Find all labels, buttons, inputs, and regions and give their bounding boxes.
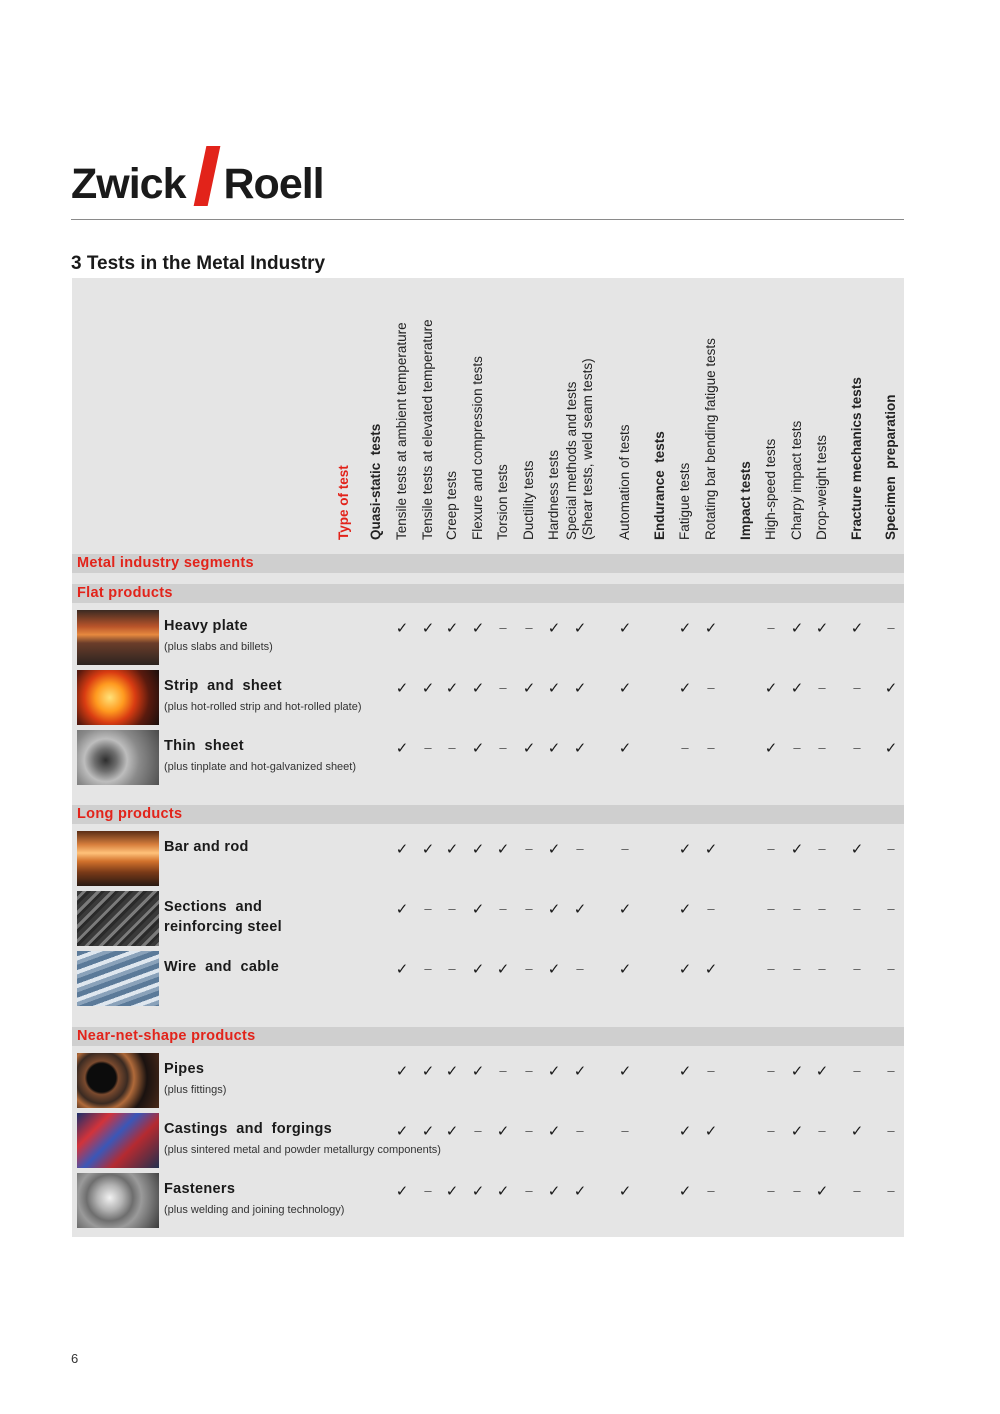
check-mark: ✓ [471,841,485,858]
check-mark: ✓ [764,740,778,757]
check-mark: ✓ [850,841,864,858]
check-mark: ✓ [471,620,485,637]
dash-mark: – [499,1063,507,1078]
column-header-label: Ductility tests [521,460,536,540]
check-mark: ✓ [421,620,435,637]
check-mark: ✓ [445,620,459,637]
check-mark: ✓ [704,961,718,978]
column-header-label: Drop-weight tests [814,434,829,540]
dash-mark: – [853,1183,861,1198]
segment-name: Bar and rod [164,839,249,855]
check-mark: ✓ [704,1123,718,1140]
check-mark: ✓ [395,620,409,637]
check-mark: ✓ [445,1123,459,1140]
check-mark: ✓ [395,740,409,757]
bar-rod-photo [77,831,159,886]
dash-mark: – [424,901,432,916]
column-header-label: Fatigue tests [677,462,692,540]
segment-note: (plus slabs and billets) [164,641,273,653]
check-mark: ✓ [395,901,409,918]
check-mark: ✓ [496,1183,510,1200]
dash-mark: – [707,901,715,916]
check-mark: ✓ [445,841,459,858]
check-mark: ✓ [471,740,485,757]
check-mark: ✓ [884,740,898,757]
dash-mark: – [424,1183,432,1198]
dash-mark: – [448,961,456,976]
group-heading-label: Near-net-shape products [77,1028,256,1044]
dash-mark: – [818,841,826,856]
dash-mark: – [525,961,533,976]
dash-mark: – [621,1123,629,1138]
dash-mark: – [767,620,775,635]
dash-mark: – [887,1123,895,1138]
check-mark: ✓ [547,1063,561,1080]
dash-mark: – [818,740,826,755]
check-mark: ✓ [704,841,718,858]
segment-note: (plus welding and joining technology) [164,1204,345,1216]
column-header-label: High-speed tests [763,438,778,540]
segment-row [72,891,904,947]
column-header-label: Specimen preparation [883,394,898,540]
dash-mark: – [707,740,715,755]
column-header-label: Charpy impact tests [789,420,804,540]
segment-row [72,610,904,666]
dash-mark: – [525,620,533,635]
segment-note: (plus hot-rolled strip and hot-rolled plate) [164,701,362,713]
check-mark: ✓ [678,1063,692,1080]
check-mark: ✓ [573,1063,587,1080]
segment-row [72,1173,904,1229]
dash-mark: – [499,680,507,695]
wire-cable-photo [77,951,159,1006]
check-mark: ✓ [790,1063,804,1080]
check-mark: ✓ [395,1123,409,1140]
group-heading [72,1027,904,1046]
check-mark: ✓ [395,1063,409,1080]
check-mark: ✓ [547,740,561,757]
column-header-label: Endurance tests [652,431,667,540]
column-header-label: Creep tests [444,470,459,540]
dash-mark: – [818,680,826,695]
dash-mark: – [474,1123,482,1138]
check-mark: ✓ [471,901,485,918]
column-header-label: Quasi-static tests [368,423,383,540]
check-mark: ✓ [815,620,829,637]
segment-row [72,951,904,1007]
check-mark: ✓ [618,961,632,978]
dash-mark: – [818,901,826,916]
thin-sheet-coil-photo [77,730,159,785]
segment-row [72,831,904,887]
check-mark: ✓ [547,1123,561,1140]
page-title: 3 Tests in the Metal Industry [71,253,326,274]
heavy-plate-photo [77,610,159,665]
segment-row [72,730,904,786]
segment-name: Thin sheet [164,738,244,754]
check-mark: ✓ [815,1183,829,1200]
check-mark: ✓ [678,1123,692,1140]
check-mark: ✓ [445,1183,459,1200]
logo-slash-mark [193,146,220,206]
check-mark: ✓ [573,680,587,697]
dash-mark: – [887,961,895,976]
dash-mark: – [424,740,432,755]
logo-word-right: Roell [223,160,324,208]
column-header-label: Flexure and compression tests [470,356,485,540]
page-number: 6 [71,1351,79,1366]
segments-heading-label: Metal industry segments [77,555,254,571]
check-mark: ✓ [395,961,409,978]
dash-mark: – [767,1123,775,1138]
group-heading-label: Long products [77,806,183,822]
column-header-label: Tensile tests at ambient temperature [394,322,409,540]
check-mark: ✓ [678,1183,692,1200]
check-mark: ✓ [678,841,692,858]
check-mark: ✓ [471,680,485,697]
dash-mark: – [887,1183,895,1198]
check-mark: ✓ [445,1063,459,1080]
dash-mark: – [887,620,895,635]
check-mark: ✓ [884,680,898,697]
dash-mark: – [853,1063,861,1078]
check-mark: ✓ [421,1123,435,1140]
check-mark: ✓ [618,620,632,637]
check-mark: ✓ [471,961,485,978]
dash-mark: – [621,841,629,856]
dash-mark: – [793,961,801,976]
dash-mark: – [767,901,775,916]
check-mark: ✓ [421,841,435,858]
column-header-label: Special methods and tests (Shear tests, weld seam tests) [564,358,595,540]
pipes-photo [77,1053,159,1108]
dash-mark: – [818,1123,826,1138]
check-mark: ✓ [573,740,587,757]
dash-mark: – [853,740,861,755]
dash-mark: – [681,740,689,755]
check-mark: ✓ [421,1063,435,1080]
check-mark: ✓ [790,841,804,858]
segment-name: Sections and reinforcing steel [164,899,282,935]
segment-row [72,670,904,726]
segment-name: Castings and forgings [164,1121,333,1137]
group-heading [72,584,904,603]
check-mark: ✓ [618,1183,632,1200]
column-header-label: Rotating bar bending fatigue tests [703,338,718,540]
check-mark: ✓ [547,680,561,697]
castings-photo [77,1113,159,1168]
check-mark: ✓ [395,1183,409,1200]
dash-mark: – [576,841,584,856]
check-mark: ✓ [573,1183,587,1200]
column-header-label: Hardness tests [546,449,561,540]
dash-mark: – [707,680,715,695]
dash-mark: – [576,961,584,976]
check-mark: ✓ [618,901,632,918]
check-mark: ✓ [790,620,804,637]
dash-mark: – [767,841,775,856]
check-mark: ✓ [522,740,536,757]
group-heading [72,805,904,824]
dash-mark: – [793,901,801,916]
check-mark: ✓ [678,961,692,978]
reinforcing-steel-photo [77,891,159,946]
dash-mark: – [525,841,533,856]
dash-mark: – [499,901,507,916]
column-header-label: Type of test [336,465,351,540]
dash-mark: – [853,961,861,976]
dash-mark: – [887,1063,895,1078]
dash-mark: – [707,1063,715,1078]
check-mark: ✓ [850,1123,864,1140]
dash-mark: – [424,961,432,976]
dash-mark: – [887,901,895,916]
check-mark: ✓ [547,620,561,637]
dash-mark: – [767,961,775,976]
dash-mark: – [887,841,895,856]
segment-name: Fasteners [164,1181,236,1197]
dash-mark: – [767,1183,775,1198]
group-heading-label: Flat products [77,585,173,601]
segment-name: Strip and sheet [164,678,282,694]
check-mark: ✓ [573,620,587,637]
check-mark: ✓ [547,961,561,978]
check-mark: ✓ [471,1063,485,1080]
check-mark: ✓ [496,961,510,978]
strip-coil-photo [77,670,159,725]
check-mark: ✓ [790,680,804,697]
check-mark: ✓ [496,841,510,858]
segment-note: (plus fittings) [164,1084,227,1096]
column-header-label: Impact tests [738,461,753,540]
check-mark: ✓ [618,680,632,697]
fasteners-photo [77,1173,159,1228]
dash-mark: – [793,740,801,755]
header-divider [71,219,904,220]
check-mark: ✓ [471,1183,485,1200]
check-mark: ✓ [618,740,632,757]
check-mark: ✓ [421,680,435,697]
check-mark: ✓ [790,1123,804,1140]
check-mark: ✓ [547,841,561,858]
check-mark: ✓ [815,1063,829,1080]
check-mark: ✓ [573,901,587,918]
check-mark: ✓ [445,680,459,697]
dash-mark: – [499,740,507,755]
dash-mark: – [499,620,507,635]
column-header-label: Automation of tests [617,424,632,540]
dash-mark: – [818,961,826,976]
segment-note: (plus sintered metal and powder metallurgy components) [164,1144,441,1156]
segment-note: (plus tinplate and hot-galvanized sheet) [164,761,357,773]
check-mark: ✓ [678,680,692,697]
dash-mark: – [525,901,533,916]
check-mark: ✓ [678,901,692,918]
dash-mark: – [448,740,456,755]
segment-name: Heavy plate [164,618,248,634]
dash-mark: – [767,1063,775,1078]
check-mark: ✓ [704,620,718,637]
segment-name: Pipes [164,1061,205,1077]
dash-mark: – [525,1063,533,1078]
check-mark: ✓ [850,620,864,637]
check-mark: ✓ [547,1183,561,1200]
dash-mark: – [448,901,456,916]
check-mark: ✓ [678,620,692,637]
column-header-label: Torsion tests [495,464,510,540]
check-mark: ✓ [496,1123,510,1140]
check-mark: ✓ [522,680,536,697]
column-header-label: Tensile tests at elevated temperature [420,319,435,540]
segment-name: Wire and cable [164,959,280,975]
check-mark: ✓ [395,680,409,697]
segments-heading [72,554,904,573]
check-mark: ✓ [547,901,561,918]
dash-mark: – [525,1123,533,1138]
dash-mark: – [525,1183,533,1198]
check-mark: ✓ [618,1063,632,1080]
check-mark: ✓ [395,841,409,858]
dash-mark: – [853,901,861,916]
zwickroell-logo [71,140,324,206]
dash-mark: – [853,680,861,695]
dash-mark: – [576,1123,584,1138]
dash-mark: – [793,1183,801,1198]
segment-row [72,1053,904,1109]
check-mark: ✓ [764,680,778,697]
logo-word-left: Zwick [71,160,186,208]
column-header-label: Fracture mechanics tests [849,377,864,540]
segment-row [72,1113,904,1169]
dash-mark: – [707,1183,715,1198]
